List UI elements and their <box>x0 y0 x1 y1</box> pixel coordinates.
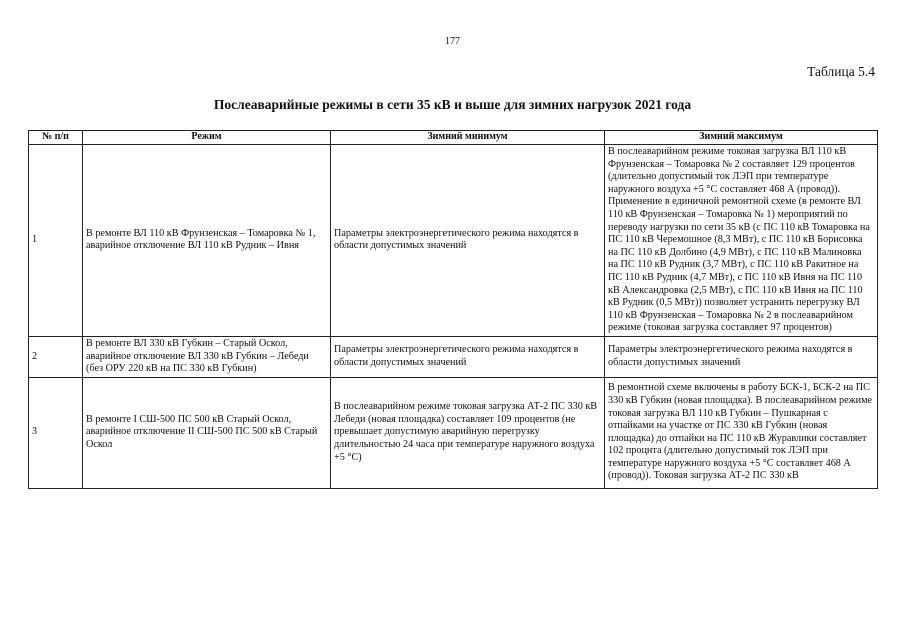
row-number: 3 <box>29 377 83 488</box>
winter-max-cell: В ремонтной схеме включены в работу БСК-1, БСК-2 на ПС 330 кВ Губкин (новая площадка). В послеаварийном режиме токовая загрузка ВЛ 110 кВ Губкин – Пушкарная с отпайками на участке от ПС 330 кВ Губкин (новая площадка) до отпайки на ПС 110 кВ Журавлики составляет 102 процнта (длительно допустимый ток ЛЭП при температуре наружного воздуха +5 °С составляет 468 А (провод)). Токовая загрузка АТ-2 ПС 330 кВ <box>605 377 878 488</box>
postemergency-modes-table <box>28 130 878 489</box>
winter-max-cell: Параметры электроэнергетического режима находятся в области допустимых значений <box>605 336 878 377</box>
col-header-winter-max: Зимний максимум <box>605 131 878 145</box>
col-header-winter-min: Зимний минимум <box>331 131 605 145</box>
document-title: Послеаварийные режимы в сети 35 кВ и выше для зимних нагрузок 2021 года <box>213 97 692 112</box>
table-row <box>29 377 878 488</box>
table-row <box>29 145 878 337</box>
row-number: 2 <box>29 336 83 377</box>
mode-cell: В ремонте ВЛ 330 кВ Губкин – Старый Оскол, аварийное отключение ВЛ 330 кВ Губкин – Лебеди (без ОРУ 220 кВ на ПС 330 кВ Губкин) <box>83 336 331 377</box>
table-header-row <box>29 131 878 145</box>
row-number: 1 <box>29 145 83 337</box>
mode-cell: В ремонте I СШ-500 ПС 500 кВ Старый Оскол, аварийное отключение II СШ-500 ПС 500 кВ Старый Оскол <box>83 377 331 488</box>
col-header-num: № п/п <box>29 131 83 145</box>
winter-min-cell: В послеаварийном режиме токовая загрузка АТ-2 ПС 330 кВ Лебеди (новая площадка) составляет 109 процентов (не превышает допустимую аварийную перегрузку длительностью 24 часа при температуре наружного воздуха +5 °С) <box>331 377 605 488</box>
winter-max-cell: В послеаварийном режиме токовая загрузка ВЛ 110 кВ Фрунзенская – Томаровка № 2 составляет 129 процентов (длительно допустимый ток ЛЭП при температуре наружного воздуха +5 °С составляет 468 А (провод)). Применение в единичной ремонтной схеме (в ремонте ВЛ 110 кВ Фрунзенская – Томаровка № 1) мероприятий по переводу нагрузки по сети 35 кВ (с ПС 110 кВ Томаровка на ПС 110 кВ Черемошное (8,3 МВт), с ПС 110 кВ Борисовка на ПС 110 кВ Долбино (4,9 МВт), с ПС 110 кВ Малиновка на ПС 110 кВ Рудник (3,7 МВт), с ПС 110 кВ Ракитное на ПС 110 кВ Рудник (4,7 МВт), с ПС 110 кВ Ивня на ПС 110 кВ Александровка (2,5 МВт), с ПС 110 кВ Ивня на ПС 110 кВ Рудник (0,5 МВт)) позволяет устранить перегрузку ВЛ 110 кВ Фрунзенская – Томаровка № 2 в послеаварийном режиме (токовая загрузка составляет 97 процентов) <box>605 145 878 337</box>
mode-cell: В ремонте ВЛ 110 кВ Фрунзенская – Томаровка № 1, аварийное отключение ВЛ 110 кВ Рудник – Ивня <box>83 145 331 337</box>
table-label: Таблица 5.4 <box>807 64 875 79</box>
col-header-mode: Режим <box>83 131 331 145</box>
winter-min-cell: Параметры электроэнергетического режима находятся в области допустимых значений <box>331 336 605 377</box>
table-row <box>29 336 878 377</box>
page-number: 177 <box>445 36 460 47</box>
winter-min-cell: Параметры электроэнергетического режима находятся в области допустимых значений <box>331 145 605 337</box>
